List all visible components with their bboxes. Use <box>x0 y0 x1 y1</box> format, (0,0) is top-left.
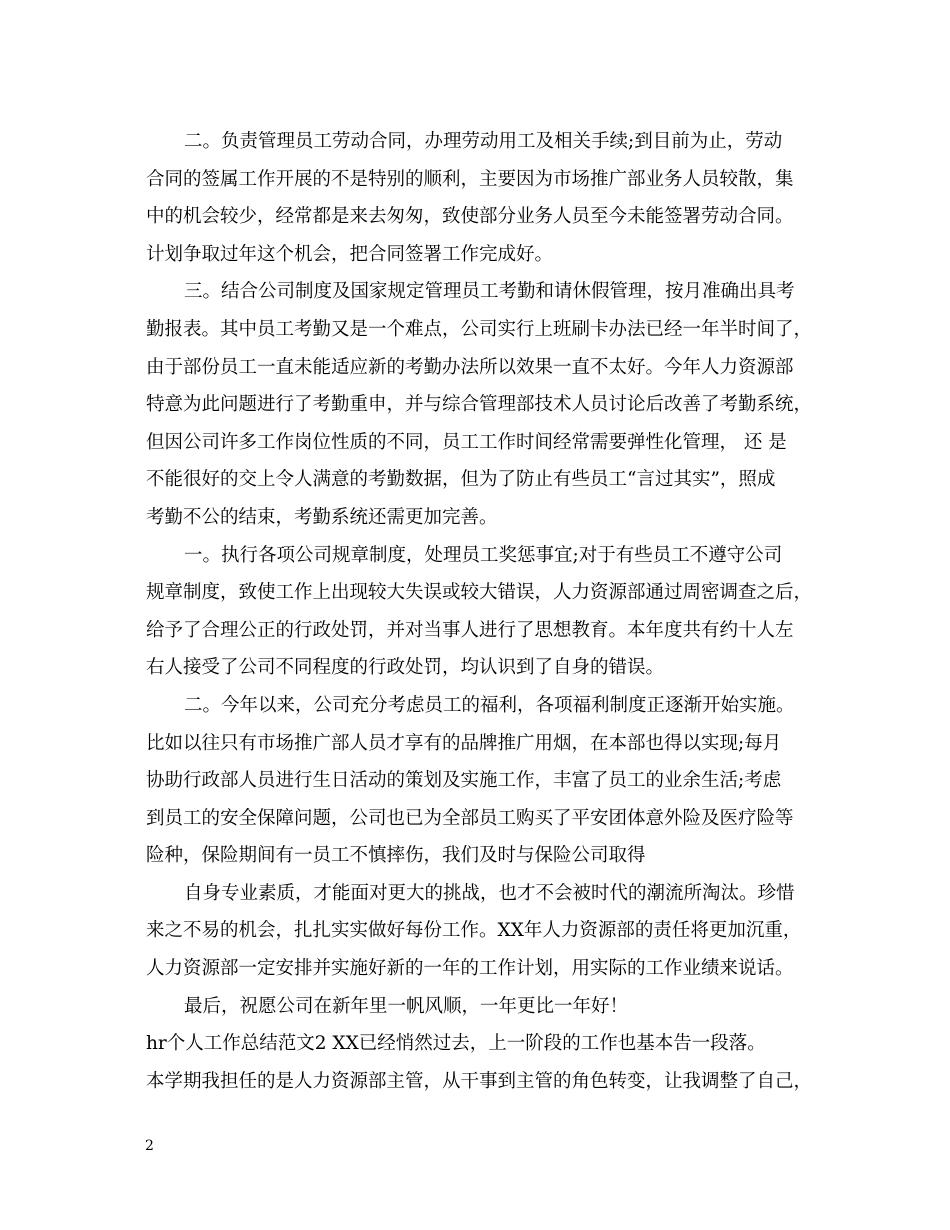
text-line: 二。今年以来，公司充分考虑员工的福利，各项福利制度正逐渐开始实施。 <box>184 694 795 716</box>
text-line: 给予了合理公正的行政处罚，并对当事人进行了思想教育。本年度共有约十人左 <box>146 619 794 641</box>
text-line: 由于部份员工一直未能适应新的考勤办法所以效果一直不太好。今年人力资源部 <box>146 356 794 378</box>
text-line: 特意为此问题进行了考勤重申，并与综合管理部技术人员讨论后改善了考勤系统， <box>146 394 813 416</box>
text-line: 自身专业素质，才能面对更大的挑战，也才不会被时代的潮流所淘汰。珍惜 <box>184 882 795 904</box>
text-line: 但因公司许多工作岗位性质的不同，员工工作时间经常需要弹性化管理， 还 是 <box>146 431 787 453</box>
text-line: 比如以往只有市场推广部人员才享有的品牌推广用烟，在本部也得以实现;每月 <box>146 732 782 754</box>
text-line: 三。结合公司制度及国家规定管理员工考勤和请休假管理，按月准确出具考 <box>184 281 795 303</box>
page-number: 2 <box>145 1138 154 1154</box>
text-line: 协助行政部人员进行生日活动的策划及实施工作，丰富了员工的业余生活;考虑 <box>146 770 782 792</box>
text-line: 计划争取过年这个机会，把合同签署工作完成好。 <box>146 243 554 265</box>
text-line: 右人接受了公司不同程度的行政处罚，均认识到了自身的错误。 <box>146 657 665 679</box>
text-line: 本学期我担任的是人力资源部主管，从干事到主管的角色转变，让我调整了自己， <box>146 1070 813 1092</box>
text-line: 不能很好的交上令人满意的考勤数据，但为了防止有些员工“言过其实”，照成 <box>146 469 776 491</box>
text-line: 中的机会较少，经常都是来去匆匆，致使部分业务人员至今未能签署劳动合同。 <box>146 206 794 228</box>
text-line: 规章制度，致使工作上出现较大失误或较大错误，人力资源部通过周密调查之后， <box>146 582 813 604</box>
text-line: 一。执行各项公司规章制度，处理员工奖惩事宜;对于有些员工不遵守公司 <box>184 544 783 566</box>
text-line: hr个人工作总结范文2 XX已经悄然过去，上一阶段的工作也基本告一段落。 <box>146 1033 766 1055</box>
text-line: 人力资源部一定安排并实施好新的一年的工作计划，用实际的工作业绩来说话。 <box>146 958 794 980</box>
text-line: 最后，祝愿公司在新年里一帆风顺，一年更比一年好！ <box>184 995 629 1017</box>
text-line: 险种，保险期间有一员工不慎摔伤，我们及时与保险公司取得 <box>146 845 646 867</box>
text-line: 考勤不公的结束，考勤系统还需更加完善。 <box>146 506 498 528</box>
text-line: 二。负责管理员工劳动合同，办理劳动用工及相关手续;到目前为止，劳动 <box>184 131 783 152</box>
text-line: 到员工的安全保障问题，公司也已为全部员工购买了平安团体意外险及医疗险等 <box>146 807 794 829</box>
document-body <box>146 123 826 1100</box>
text-line: 勤报表。其中员工考勤又是一个难点，公司实行上班刷卡办法已经一年半时间了， <box>146 318 813 340</box>
text-line: 来之不易的机会，扎扎实实做好每份工作。XX年人力资源部的责任将更加沉重， <box>146 920 802 942</box>
text-line: 合同的签属工作开展的不是特别的顺利，主要因为市场推广部业务人员较散，集 <box>146 168 794 190</box>
